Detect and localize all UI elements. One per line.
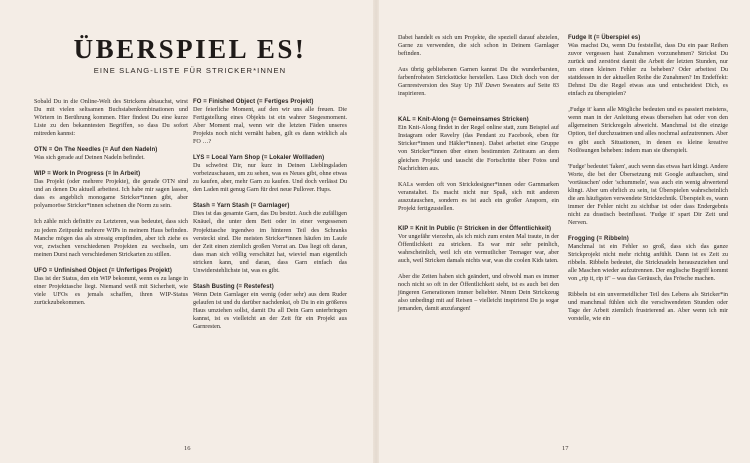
term-wip: WIP = Work In Progress (= In Arbeit) <box>34 171 141 178</box>
term-fo: FO = Finished Object (= Fertiges Projekt) <box>193 99 314 105</box>
term-stash-busting: Stash Busting (= Restefest) <box>193 283 274 290</box>
definition-kip-cont: Aber die Zeiten haben sich geändert, und obwohl man es immer noch nicht so oft in der Öffentlichkeit sieht, ist es auch bei den jüngeren Generationen immer beliebter. Nimm Dein Strickzeug also unbedingt mit auf Reisen – vielleicht inspirierst Du ja sogar jemanden, damit anzufangen! <box>398 273 559 313</box>
definition-stash: Dies ist das gesamte Garn, das Du besitzt. Auch die zufälligen Knäuel, die unter dem Bett oder in einer vergessenen Projekttasche irgendwo im hinteren Teil des Schranks versteckt sind. Die meisten Stricker*innen häufen im Laufe der Zeit einen ziemlich großen Vorrat an. Das liegt oft daran, dass man sich völlig verschätzt hat, wieviel man eigentlich stricken kann, und daran, dass Garn einfach das Unwiderstehlichste ist, was es gibt. <box>193 211 347 274</box>
column-2 <box>193 98 347 339</box>
definition-stash-busting: Wenn Dein Garnlager ein wenig (oder sehr) aus dem Ruder gelaufen ist und du darüber nachdenkst, ob Du in ein größeres Haus umziehen sollst, damit Du all Dein Garn unterbringen kannst, ist es vielleicht an der Zeit für ein Projekt aus Garnresten. <box>193 291 347 330</box>
definition-fudge-it-3: 'Fudge' bedeutet 'faken', auch wenn das etwas hart klingt. Andere Worte, die bei der Übersetzung mit Google auftauchen, sind 'vortäuschen' oder 'schummeln', was auch ein wenig abwertend klingt. Aber um ehrlich zu sein, ist Überspielen wahrscheinlich die am häufigsten verwendete Stricktechnik. Überspielt es, wann immer der Fehler nicht zu sichtbar ist oder dass Endergebnis nicht zu drastisch beeinflusst. 'Fudge it' spart Dir Zeit und Nerven. <box>568 163 728 226</box>
stash-busting-continued: Dabei handelt es sich um Projekte, die speziell darauf abzielen, Garne zu verwenden, die sich schon in Deinem Garnlager befinden. <box>398 35 559 58</box>
text-span: Aus übrig gebliebenen Garnen kannst Du die wunderbarsten, farbenfrohsten Strickstücke herstellen. Lass Dich doch von der Garnrestversion des Stay Up <box>398 67 559 90</box>
page-number-right: 17 <box>562 445 569 452</box>
term-frogging: Frogging (= Ribbeln) <box>568 235 629 242</box>
definition-kal-cont: KALs werden oft von Strickdesigner*innen oder Garnmarken veranstaltet. Es macht nicht nur Spaß, sich mit anderen auszutauschen, sondern es ist auch ein großer Ansporn, ein Projekt fertigzustellen. <box>398 181 559 212</box>
definition-kal: Ein Knit-Along findet in der Regel online statt, zum Beispiel auf Instagram oder Ravelry (das Pendant zu Facebook, eben für Stricker*innen und Häkler*innen). Dabei arbeitet eine Gruppe von Stricker*innen über einen bestimmten Zeitraum an dem gleichen Projekt und tauscht die Fortschritte über Fotos und Nachrichten aus. <box>398 125 559 172</box>
column-3 <box>398 34 559 321</box>
text-span: Sweaters auf Seite 83 inspirieren. <box>398 83 560 98</box>
column-1 <box>34 98 188 315</box>
definition-fudge-it-2: ‚Fudge it' kann alle Mögliche bedeuten und es passiert meistens, wenn man in der Anleitung etwas übersehen hat oder von den allgemeinen Strickregeln abweicht. Manchmal ist die einzige Option, tief durchzuatmen und alles nochmal aufzutrennen. Aber es gibt auch Situationen, in denen es kleine kreative Notlösungen beheben: indem man sie überspielt. <box>568 107 728 154</box>
page-title: ÜBERSPIEL ES! <box>73 34 307 64</box>
definition-lys: Du schwörst Dir, nur kurz in Deinen Lieblingsladen vorbeizuschauen, um zu sehen, was es Neues gibt, ohne etwas zu kaufen, aber, mehr Garn zu kaufen. Und doch verlässt Du den Laden mit genug Garn für drei neue Pullover. Hups. <box>193 163 347 194</box>
emphasis-text: Till Dawn <box>474 83 500 90</box>
page-subtitle: EINE SLANG-LISTE FÜR STRICKER*INNEN <box>93 66 287 75</box>
definition-wip: Das Projekt (oder mehrere Projekte), die gerade OTN sind und an denen Du aktuell arbeitest. Ich habe mir sagen lassen, dass es angeblich monogame Stricker*innen gibt, aber polyamoröse Stricker*innen scheinen die Norm zu sein. <box>34 179 188 210</box>
column-4 <box>568 34 728 331</box>
definition-kip: Vor ungefähr vierzehn, als ich mich zum ersten Mal traute, in der Öffentlichkeit zu stricken. Es war mir sehr peinlich, wahrscheinlich, weil ich ein vermutlicher Teenager war, aber auch, weil Stricken damals nichts war, was die coolen Kids taten. <box>398 233 559 264</box>
term-fudge-it: Fudge It (= Überspiel es) <box>568 35 641 41</box>
definition-fo: Der feierliche Moment, auf den wir uns alle freuen. Die Fertigstellung eines Objekts ist ein wahrer Siegesmoment. Aber Moment mal, wenn wir die letzten Fäden unseres Projekts noch nicht vernäht haben, gilt es dann wirklich als FO …? <box>193 107 347 146</box>
book-gutter <box>373 0 379 463</box>
term-stash: Stash = Yarn Stash (= Garnlager) <box>193 203 290 210</box>
definition-frogging-2: Ribbeln ist ein unvermeidlicher Teil des Lebens als Stricker*in und manchmal fühlen sich die verschwendeten Stunden oder Tage der Arbeit ziemlich frustrierend an. Aber wenn ich mir vorstelle, wie ein <box>568 292 728 323</box>
definition-wip-cont: Ich zähle mich definitiv zu Letzteren, was bedeutet, dass sich zu jedem Zeitpunkt mehrere WIPs in meinem Haus befinden. Manche mögen das als stressig empfinden, aber ich ziehe es vor, zwischen verschiedenen Projekten zu wechseln, um meinen Durst nach verschiedenen Strickarten zu stillen. <box>34 219 188 258</box>
term-lys: LYS = Local Yarn Shop (= Lokaler Wollladen) <box>193 155 325 162</box>
page-number-left: 16 <box>184 445 191 452</box>
term-kip: KIP = Knit In Public (= Stricken in der Öffentlichkeit) <box>398 225 552 232</box>
stash-busting-continued-2 <box>398 66 559 98</box>
definition-ufo: Das ist der Status, den ein WIP bekommt, wenn es zu lange in einer Projekttasche liegt. Niemand weiß mit Sicherheit, wie viele UFOs es jemals schaffen, ihren WIP-Status zurückzubekommen. <box>34 275 188 306</box>
term-kal: KAL = Knit-Along (= Gemeinsames Stricken) <box>398 117 529 124</box>
definition-otn: Was sich gerade auf Deinen Nadeln befindet. <box>34 155 145 162</box>
intro-paragraph: Sobald Du in die Online-Welt des Strickens abtauchst, wirst Du mit vielen seltsamen Buchstabenkombinationen und Wörtern in Berührung kommen. Hier findest Du eine kurze Liste zu den bekanntesten Begriffen, so dass Du sofort mitreden kannst: <box>34 99 188 138</box>
definition-frogging: Manchmal ist ein Fehler so groß, dass sich das ganze Strickprojekt nicht mehr richtig anfühlt. Dann ist es Zeit zu ribbeln. Ribbeln bedeutet, die Stricknadeln herauszuziehen und alle Maschen wieder aufzutrennen. Der englische Begriff kommt von „rip it, rip it" – was das Geräusch, das Frösche machen. <box>568 243 728 283</box>
definition-fudge-it: Was machst Du, wenn Du feststellst, dass Du ein paar Reihen zuvor vergessen hast Zunahmen vorzunehmen? Strickst Du zurück und zerstörst damit die Arbeit der letzten Stunden, nur um einen kleinen Fehler zu beheben? Oder arbeitest Du stattdessen in der aktuellen Reihe die Zunahmen? Im Endeffekt: Dehnst Du die Regel etwas aus und entscheidest Dich, es einfach zu überspielen? <box>568 43 728 98</box>
term-ufo: UFO = Unfinished Object (= Unfertiges Projekt) <box>34 267 172 274</box>
term-otn: OTN = On The Needles (= Auf den Nadeln) <box>34 147 158 154</box>
